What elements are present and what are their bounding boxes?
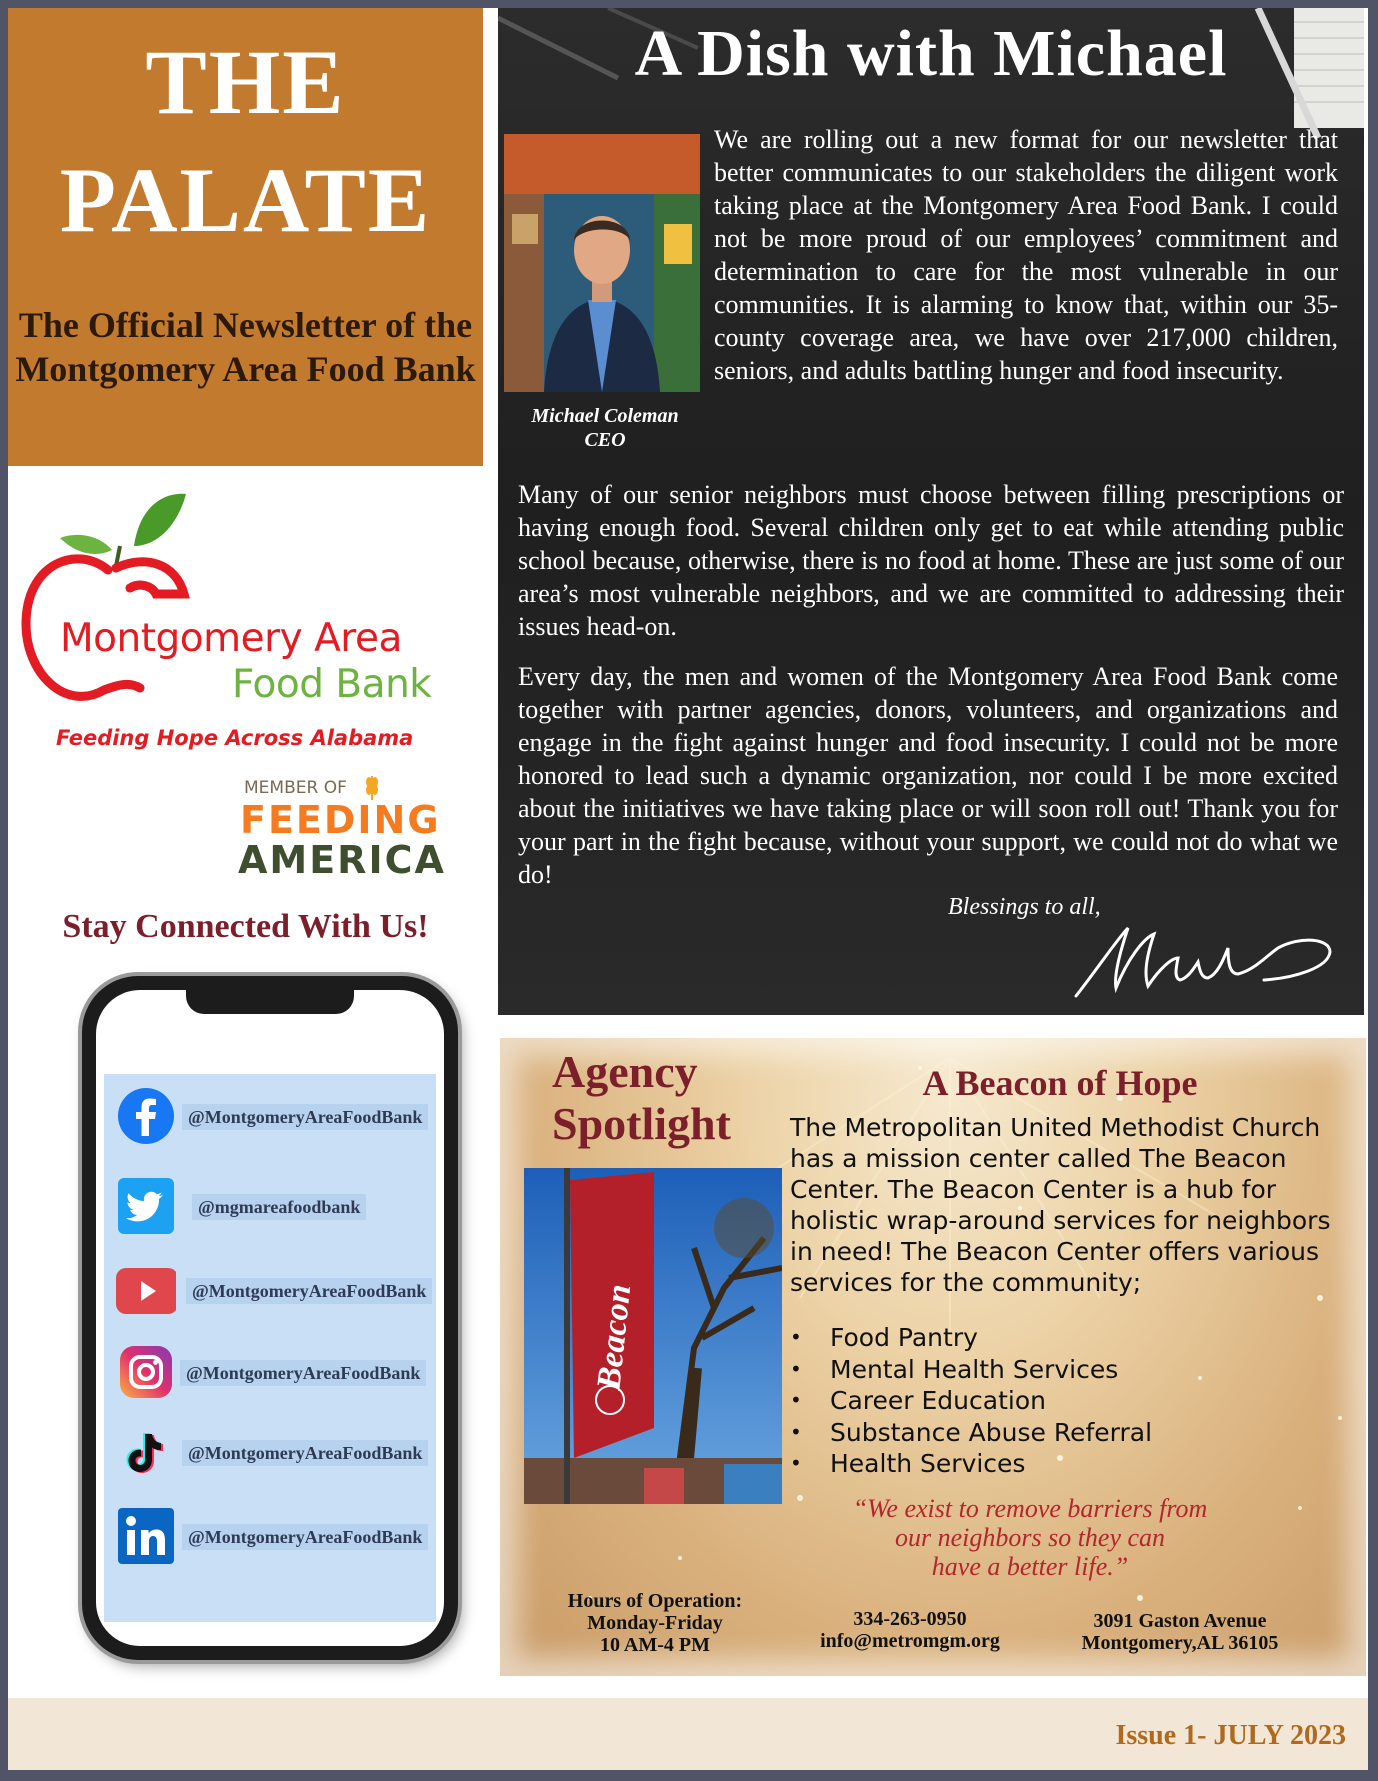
agency-spotlight-title [552, 1046, 731, 1150]
phone-notch [186, 990, 354, 1014]
social-item-instagram[interactable] [116, 1342, 421, 1404]
beacon-body-text: The Metropolitan United Methodist Church has a mission center called The Beacon Center. The Beacon Center is a hub for holistic wrap-around services for neighbors in need! The Beacon Center offers various services for the community; [790, 1113, 1331, 1297]
dish-title: A Dish with Michael [634, 17, 1228, 90]
social-item-tiktok[interactable] [116, 1422, 423, 1484]
masthead-title-line2: PALATE [59, 149, 432, 251]
ceo-caption [504, 404, 706, 452]
instagram-icon[interactable] [116, 1342, 176, 1402]
agency-spotlight-line2: Spotlight [552, 1098, 731, 1149]
dish-with-michael-section [498, 8, 1364, 1015]
linkedin-handle[interactable]: @MontgomeryAreaFoodBank [182, 1524, 428, 1550]
ceo-name: Michael Coleman [531, 405, 679, 427]
feeding-america-line1: FEEDING [240, 798, 441, 842]
dish-paragraph-1: We are rolling out a new format for our newsletter that better communicates to our stakeholders the diligent work taking place at the Montgomery Area Food Bank. I could not be more proud of our employees’ commitment and determination to care for the most vulnerable in our communities. It is alarming to know that, within our 35-county coverage area, we have over 217,000 children, seniors, and adults battling hunger and food insecurity. [714, 125, 1338, 385]
closing-text: Blessings to all, [948, 894, 1101, 920]
service-item: • Career Education [790, 1385, 1330, 1417]
youtube-handle[interactable]: @MontgomeryAreaFoodBank [186, 1278, 432, 1304]
twitter-icon[interactable] [116, 1176, 176, 1236]
wheat-icon [364, 774, 380, 800]
hours-of-operation [540, 1590, 770, 1656]
twitter-handle[interactable]: @mgmareafoodbank [192, 1194, 366, 1220]
ceo-photo [504, 134, 700, 392]
signature-graphic [1068, 908, 1348, 1008]
ceo-title: CEO [584, 429, 626, 451]
facebook-icon[interactable] [116, 1086, 176, 1146]
agency-spotlight-section [500, 1038, 1366, 1676]
dish-paragraph-2: Many of our senior neighbors must choose between filling prescriptions or having enough food. Several children only get to eat while attending public school because, otherwise, there is no food at home. These are just some of our area’s most vulnerable neighbors, and we are committed to addressing their issues head-on. [518, 480, 1344, 641]
logo-name-line2: Food Bank [232, 662, 432, 707]
tiktok-handle[interactable]: @MontgomeryAreaFoodBank [182, 1440, 428, 1466]
facebook-handle[interactable]: @MontgomeryAreaFoodBank [182, 1104, 428, 1130]
logo-name-line1: Montgomery Area [60, 616, 402, 661]
beacon-center-photo [524, 1168, 782, 1504]
services-list [790, 1322, 1330, 1480]
contact-email[interactable]: info@metromgm.org [820, 1630, 1000, 1652]
service-item: • Mental Health Services [790, 1354, 1330, 1386]
contact-phone[interactable]: 334-263-0950 [853, 1608, 967, 1630]
phone-mockup [82, 976, 458, 1660]
newsletter-page [8, 8, 1368, 1770]
beacon-quote [800, 1494, 1260, 1581]
contact-info [800, 1608, 1020, 1652]
social-item-twitter[interactable] [116, 1176, 416, 1238]
dish-paragraph-3: Every day, the men and women of the Montgomery Area Food Bank come together with partner agencies, donors, volunteers, and organizations and engage in the fight against hunger and food insecurity. I could not be more honored to lead such a dynamic organization, nor could I be more excited about the initiatives we have taking place or will soon roll out! Thank you for your part in the fight because, without your support, we could not do what we do! [518, 662, 1338, 889]
quote-line-3: have a better life.” [931, 1552, 1129, 1581]
linkedin-icon[interactable] [116, 1506, 176, 1566]
agency-spotlight-line1: Agency [552, 1046, 698, 1097]
youtube-icon[interactable] [116, 1260, 176, 1320]
masthead [8, 8, 483, 466]
logo-tagline: Feeding Hope Across Alabama [56, 726, 414, 750]
social-item-youtube[interactable] [116, 1260, 427, 1322]
service-item: • Health Services [790, 1448, 1330, 1480]
feeding-america-line2: AMERICA [238, 838, 446, 882]
apple-logo-icon [16, 484, 196, 724]
phone-screen [96, 990, 444, 1646]
social-item-linkedin[interactable] [116, 1506, 423, 1568]
member-of-label: MEMBER OF [244, 778, 347, 798]
service-item: • Food Pantry [790, 1322, 1330, 1354]
quote-line-1: “We exist to remove barriers from [852, 1494, 1208, 1523]
issue-label: Issue 1- JULY 2023 [1115, 1720, 1346, 1751]
masthead-subtitle: The Official Newsletter of the Montgomery Area Food Bank [15, 305, 476, 389]
beacon-heading: A Beacon of Hope [922, 1063, 1198, 1103]
quote-line-2: our neighbors so they can [894, 1523, 1166, 1552]
tiktok-icon[interactable] [116, 1422, 176, 1482]
address-line-2: Montgomery,AL 36105 [1081, 1632, 1279, 1654]
hours-label: Hours of Operation: [567, 1590, 743, 1612]
address-line-1: 3091 Gaston Avenue [1093, 1610, 1267, 1632]
service-item: • Substance Abuse Referral [790, 1417, 1330, 1449]
food-bank-logo [8, 476, 483, 882]
social-list [104, 1074, 436, 1622]
hours-days: Monday-Friday [587, 1612, 723, 1634]
social-item-facebook[interactable] [116, 1086, 423, 1148]
address-block [1050, 1610, 1310, 1654]
page-footer [8, 1698, 1368, 1770]
instagram-handle[interactable]: @MontgomeryAreaFoodBank [180, 1360, 426, 1386]
hours-time: 10 AM-4 PM [600, 1634, 710, 1656]
stay-connected-heading: Stay Connected With Us! [62, 908, 429, 945]
banner-text: Beacon [590, 1282, 639, 1392]
masthead-title-line1: THE [145, 31, 346, 133]
